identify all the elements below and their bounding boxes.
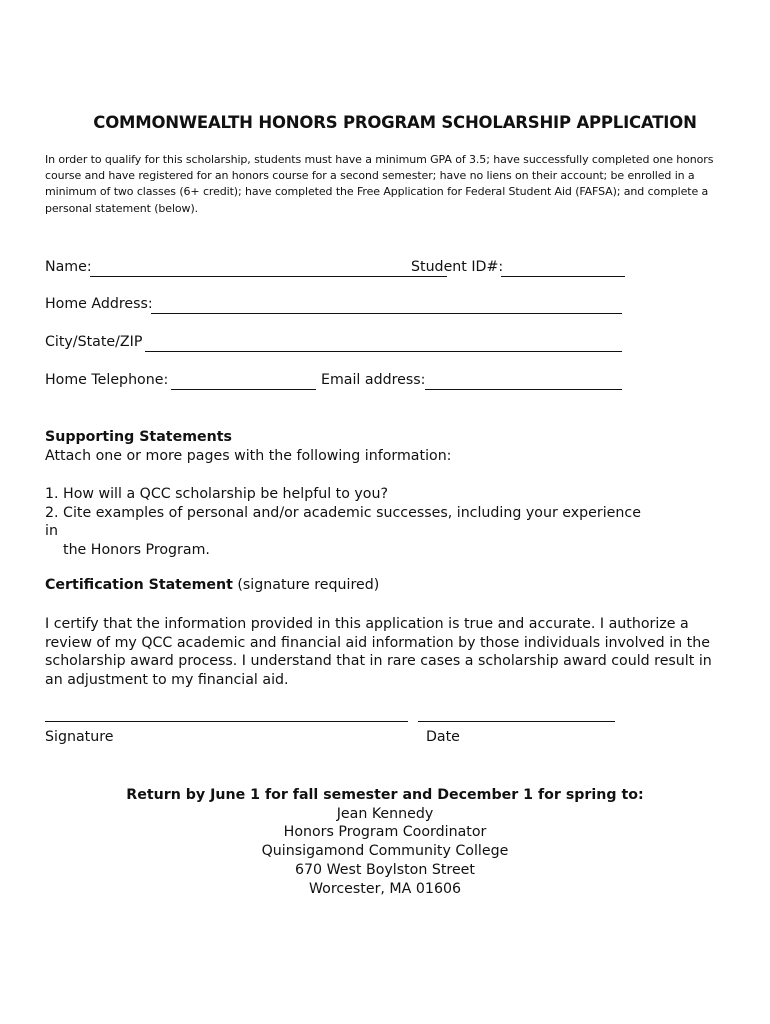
return-address-block [0,786,770,898]
telephone-email-row [45,372,645,394]
home-address-field[interactable] [151,313,622,314]
home-telephone-label: Home Telephone: [45,372,169,388]
certification-heading-note: (signature required) [232,577,380,593]
page-title: COMMONWEALTH HONORS PROGRAM SCHOLARSHIP APPLICATION [93,113,697,132]
street-address: 670 West Boylston Street [295,861,475,878]
home-telephone-field[interactable] [171,389,316,390]
supporting-instruction: Attach one or more pages with the following information: [45,448,452,464]
home-address-row [45,296,645,318]
signature-label: Signature [45,729,114,745]
supporting-list [45,485,645,559]
coordinator-name: Jean Kennedy [336,805,434,822]
name-row [45,259,645,281]
return-heading: Return by June 1 for fall semester and December 1 for spring to: [126,787,644,803]
email-field[interactable] [425,389,622,390]
eligibility-intro: In order to qualify for this scholarship, students must have a minimum GPA of 3.5; have successfully completed one honors course and have registered for an honors course for a second semester; have no liens on their account; be enrolled in a minimum of two classes (6+ credit); have completed the Free Application for Federal Student Aid (FAFSA); and complete a personal statement (below). [45,153,714,215]
email-label: Email address: [321,372,426,388]
student-id-label: Student ID#: [411,259,504,275]
list-item: 2. Cite examples of personal and/or academic successes, including your experience in [45,504,641,539]
city-state-zip-label: City/State/ZIP [45,334,143,350]
home-address-label: Home Address: [45,296,153,312]
certification-heading [45,577,379,593]
coordinator-role: Honors Program Coordinator [283,824,487,841]
name-field[interactable] [90,276,447,277]
name-label: Name: [45,259,92,275]
supporting-statements-heading: Supporting Statements [45,429,232,445]
student-id-field[interactable] [501,276,625,277]
certification-text: I certify that the information provided in this application is true and accurate. I authorize a review of my QCC academic and financial aid information by those individuals involved in the scholarship award process. I understand that in rare cases a scholarship award could result in an adjustment to my financial aid. [45,616,712,688]
date-field[interactable] [418,721,615,722]
signature-field[interactable] [45,721,408,722]
list-item: the Honors Program. [63,541,210,558]
date-label: Date [426,729,460,745]
city-address: Worcester, MA 01606 [308,880,462,897]
city-state-zip-row [45,334,645,356]
city-state-zip-field[interactable] [145,351,622,352]
certification-heading-text: Certification Statement [45,577,233,593]
institution-name: Quinsigamond Community College [261,843,509,860]
list-item: 1. How will a QCC scholarship be helpful to you? [45,486,389,502]
